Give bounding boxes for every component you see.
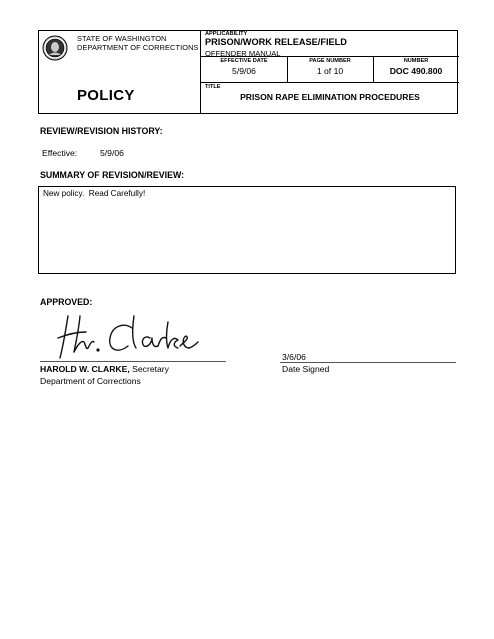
page-number-value: 1 of 10 [316,66,344,76]
agency-cell [39,31,201,113]
effective-date-label: EFFECTIVE DATE [220,58,268,64]
signer-department: Department of Corrections [40,376,141,386]
applicability-sub: OFFENDER MANUAL [205,49,281,58]
doc-type: POLICY [77,87,135,104]
date-line [280,362,456,363]
policy-title: PRISON RAPE ELIMINATION PROCEDURES [240,92,420,102]
doc-number-label: NUMBER [403,58,429,64]
agency-line-1: STATE OF WASHINGTON [77,34,167,43]
signature-line [40,361,226,362]
divider [201,82,459,83]
applicability-value: PRISON/WORK RELEASE/FIELD [205,37,347,47]
doc-number-cell [373,58,459,76]
summary-heading: SUMMARY OF REVISION/REVIEW: [40,170,185,180]
summary-box [38,186,456,274]
effective-date-cell [201,58,287,76]
effective-date-value: 5/9/06 [232,66,256,76]
page-number-cell [287,58,373,76]
effective-label: Effective: [42,148,78,158]
approved-heading: APPROVED: [40,297,93,307]
doc-number-value: DOC 490.800 [389,66,443,76]
page-number-label: PAGE NUMBER [309,58,351,64]
date-signed-value: 3/6/06 [282,352,306,362]
date-signed-label: Date Signed [282,364,330,374]
title-label: TITLE [205,84,221,90]
signer [40,364,169,374]
policy-header [38,30,458,114]
signer-name: HAROLD W. CLARKE, [40,364,130,374]
effective-value: 5/9/06 [100,148,124,158]
summary-text: New policy. Read Carefully! [43,189,146,198]
divider [201,56,459,57]
applicability-label: APPLICABILITY [205,31,248,37]
agency-line-2: DEPARTMENT OF CORRECTIONS [77,43,199,52]
state-seal-icon [42,35,68,61]
agency-name [77,34,199,52]
signature-image [54,308,204,360]
signer-title: Secretary [129,364,169,374]
review-heading: REVIEW/REVISION HISTORY: [40,126,163,136]
